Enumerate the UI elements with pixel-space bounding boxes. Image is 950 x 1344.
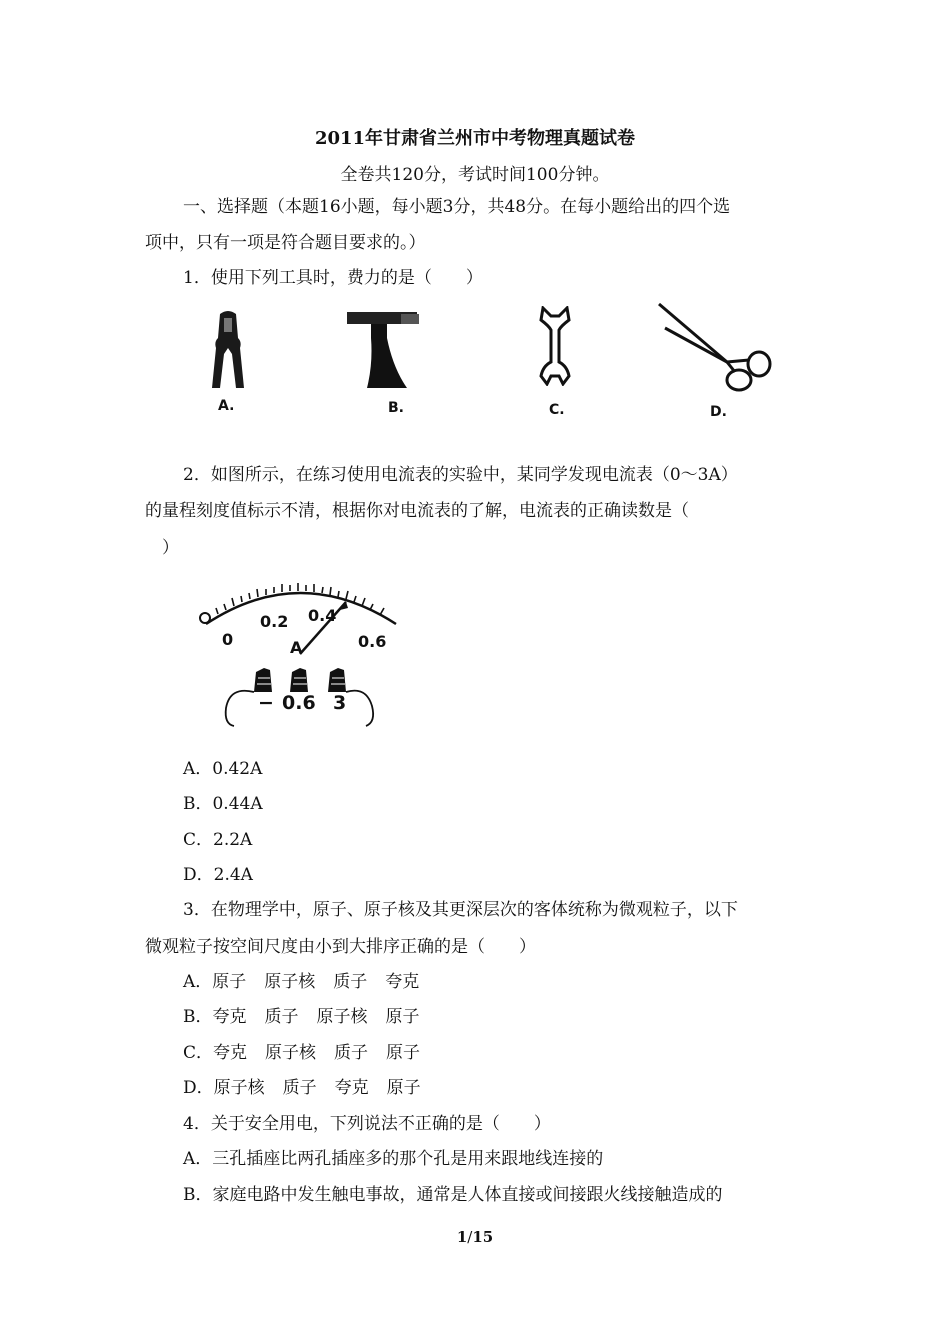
tool-a-figure [198,308,258,393]
unit-label: A [290,638,303,657]
q2-option-d: D．2.4A [183,865,253,885]
exam-subtitle: 全卷共120分，考试时间100分钟。 [340,165,610,185]
terminal-0.6-label: 0.6 [282,692,316,714]
tool-b-figure [345,308,430,393]
page-number: 1/15 [456,1228,494,1246]
q3-option-a: A．原子 原子核 质子 夸克 [183,972,420,992]
ammeter-figure [190,568,410,733]
terminal-neg-label: − [258,692,274,714]
q2-line2: 的量程刻度值标示不清，根据你对电流表的了解，电流表的正确读数是（ [145,501,689,521]
q4-stem: 4．关于安全用电，下列说法不正确的是（ ） [183,1114,551,1134]
q2-option-c: C．2.2A [183,830,253,850]
scale-label-0.6: 0.6 [358,632,387,651]
tool-d-figure [655,300,775,395]
q3-option-c: C．夸克 原子核 质子 原子 [183,1043,421,1063]
q4-option-b: B．家庭电路中发生触电事故，通常是人体直接或间接跟火线接触造成的 [183,1185,723,1205]
terminal-3-label: 3 [333,692,347,714]
tool-a-label: A. [218,398,235,414]
tool-d-label: D. [710,404,727,420]
section-heading-line1: 一、选择题（本题16小题，每小题3分，共48分。在每小题给出的四个选 [183,197,731,217]
q1-stem: 1．使用下列工具时，费力的是（ ） [183,268,483,288]
tool-b-label: B. [388,400,404,416]
scale-label-0.2: 0.2 [260,612,289,631]
q2-line3: ） [162,538,179,558]
q2-line1: 2．如图所示，在练习使用电流表的实验中，某同学发现电流表（0～3A） [183,465,738,485]
scale-label-0.4: 0.4 [308,606,337,625]
q3-line2: 微观粒子按空间尺度由小到大排序正确的是（ ） [145,937,536,957]
exam-title: 2011年甘肃省兰州市中考物理真题试卷 [314,128,636,149]
q2-option-a: A．0.42A [183,759,263,779]
q4-option-a: A．三孔插座比两孔插座多的那个孔是用来跟地线连接的 [183,1149,604,1169]
scale-label-0: 0 [222,630,234,649]
q3-line1: 3．在物理学中，原子、原子核及其更深层次的客体统称为微观粒子，以下 [183,900,738,920]
q3-option-d: D．原子核 质子 夸克 原子 [183,1078,421,1098]
section-heading-line2: 项中，只有一项是符合题目要求的。） [145,233,426,253]
tool-c-label: C. [549,402,565,418]
tool-c-figure [535,306,575,386]
q2-option-b: B．0.44A [183,794,263,814]
q3-option-b: B．夸克 质子 原子核 原子 [183,1007,420,1027]
